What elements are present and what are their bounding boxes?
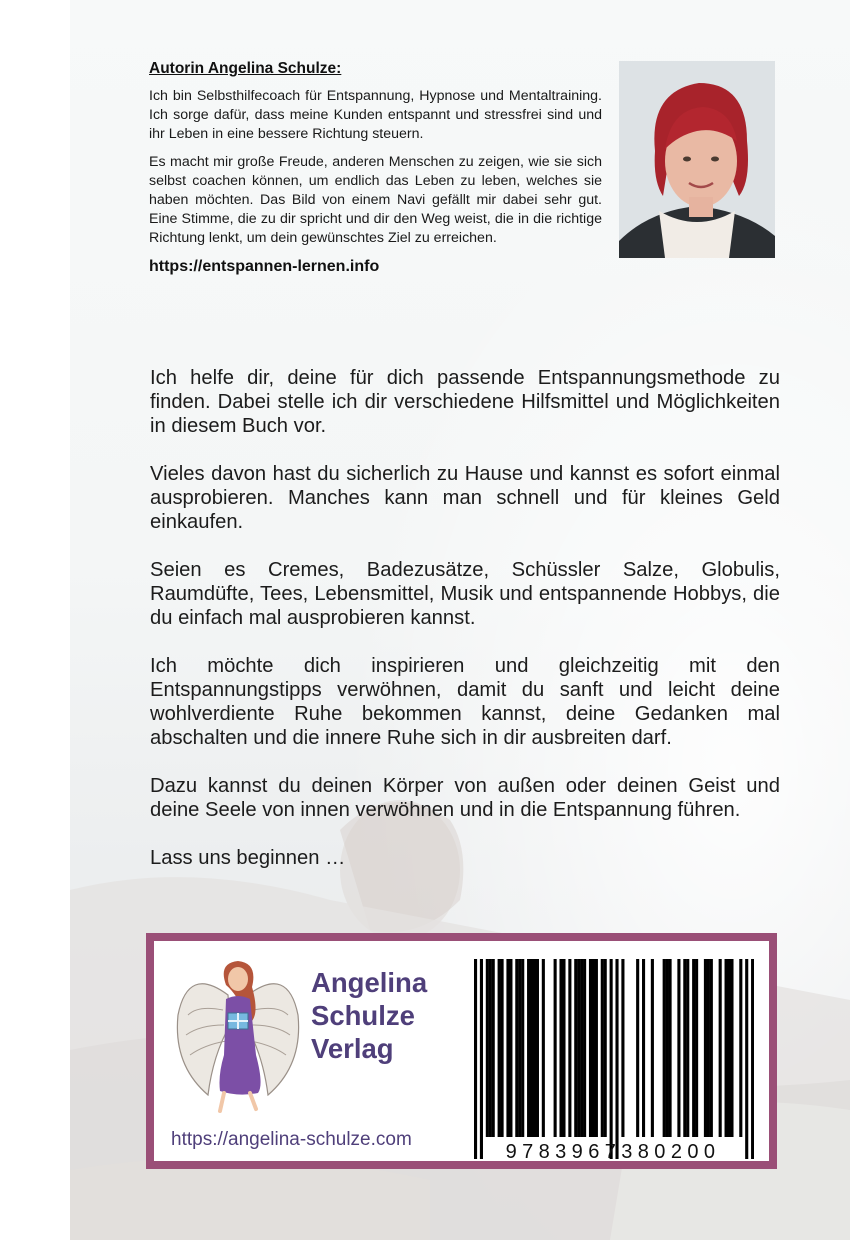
portrait-illustration [619,61,775,258]
barcode-bar [521,959,524,1137]
barcode-bar [492,959,495,1137]
blurb-paragraph: Ich helfe dir, deine für dich passende Entspannungsmethode zu finden. Dabei stelle ich dir verschiedene Hilfsmittel und Möglichkeiten in diesem Buch vor. [150,367,780,437]
angel-logo-icon [168,955,308,1115]
barcode-bar [692,959,695,1137]
barcode-bar [642,959,645,1137]
barcode-bar [515,959,518,1137]
barcode-bar [583,959,586,1137]
page-margin [0,0,70,1240]
publisher-box [146,933,777,1169]
barcode-bar [559,959,562,1137]
barcode-bar [727,959,730,1137]
barcode-bar [610,959,613,1159]
barcode-bar [745,959,748,1159]
barcode-bar [486,959,489,1137]
author-paragraph-1: Ich bin Selbsthilfecoach für Entspannung, Hypnose und Mentaltraining. Ich sorge dafür, dass meine Kunden entspannt und stressfrei sind und ihr Leben in eine bessere Richtung steuern. [149,88,602,143]
barcode-bar [498,959,501,1137]
blurb-paragraph: Seien es Cremes, Badezusätze, Schüssler Salze, Globulis, Raumdüfte, Tees, Lebensmittel, Musik und entspannende Hobbys, die du einfach mal ausprobieren kannst. [150,559,780,629]
barcode-bar [533,959,536,1137]
barcode-bar [568,959,571,1137]
blurb-text [150,366,780,894]
barcode-bar [695,959,698,1137]
barcode-bar [707,959,710,1137]
barcode-bar [663,959,666,1137]
barcode-bar [489,959,492,1137]
barcode-bar [480,959,483,1159]
barcode-bar [592,959,595,1137]
barcode-bar [509,959,512,1137]
barcode-bar [725,959,728,1137]
barcode-bar [751,959,754,1159]
barcode-bar [615,959,618,1159]
barcode-bar [651,959,654,1137]
blurb-paragraph: Dazu kannst du deinen Körper von außen oder deinen Geist und deine Seele von innen verwöhnen und in die Entspannung führen. [150,775,780,821]
barcode-bar [719,959,722,1137]
barcode-bar [601,959,604,1137]
author-website-link[interactable]: https://entspannen-lernen.info [149,257,380,275]
barcode-bar [527,959,530,1137]
barcode-bar [704,959,707,1137]
barcode-bar [580,959,583,1137]
blurb-paragraph: Ich möchte dich inspirieren und gleichzeitig mit den Entspannungstipps verwöhnen, damit du sanft und leicht deine wohlverdiente Ruhe bekommen kannst, deine Gedanken mal abschalten und die innere Ruhe sich in dir ausbreiten darf. [150,655,780,749]
barcode-bar [739,959,742,1137]
publisher-name-line: Verlag [311,1033,394,1064]
barcode-bar [686,959,689,1137]
author-paragraph-2: Es macht mir große Freude, anderen Menschen zu zeigen, wie sie sich selbst coachen können, um endlich das Leben zu leben, welches sie haben möchten. Das Bild von einem Navi gefällt mir dabei sehr gut. Eine Stimme, die zu dir spricht und dir den Weg weist, die in die richtige Richtung lenkt, um dein gewünschtes Ziel zu erreichen. [149,153,602,247]
publisher-name [311,966,471,1065]
barcode-bar [501,959,504,1137]
barcode-bar [554,959,557,1137]
barcode-bar [536,959,539,1137]
barcode-bar [474,959,477,1159]
barcode-bar [683,959,686,1137]
publisher-name-line: Schulze [311,1000,415,1031]
barcode-bar [636,959,639,1137]
barcode-bar [562,959,565,1137]
barcode-bar [730,959,733,1137]
publisher-name-line: Angelina [311,967,428,998]
barcode-icon [474,959,754,1159]
barcode-bar [518,959,521,1137]
author-heading: Autorin Angelina Schulze: [149,60,342,77]
barcode-bar [621,959,624,1137]
barcode-bar [506,959,509,1137]
publisher-inner [154,941,769,1161]
barcode-bar [577,959,580,1137]
barcode-bar [530,959,533,1137]
blurb-paragraph: Vieles davon hast du sicherlich zu Hause und kannst es sofort einmal ausprobieren. Manches kann man schnell und für kleines Geld einkaufen. [150,463,780,533]
isbn-number: 9783967380200 [505,1141,721,1163]
blurb-closing: Lass uns beginnen … [150,847,346,869]
barcode-bar [542,959,545,1137]
publisher-website-link[interactable]: https://angelina-schulze.com [171,1129,412,1150]
barcode-bar [604,959,607,1137]
barcode-bar [574,959,577,1137]
barcode-bar [669,959,672,1137]
barcode-bar [666,959,669,1137]
barcode-bar [677,959,680,1137]
author-portrait [619,61,775,258]
author-bio [149,60,602,277]
barcode-bar [710,959,713,1137]
barcode-bar [589,959,592,1137]
barcode-bar [595,959,598,1137]
